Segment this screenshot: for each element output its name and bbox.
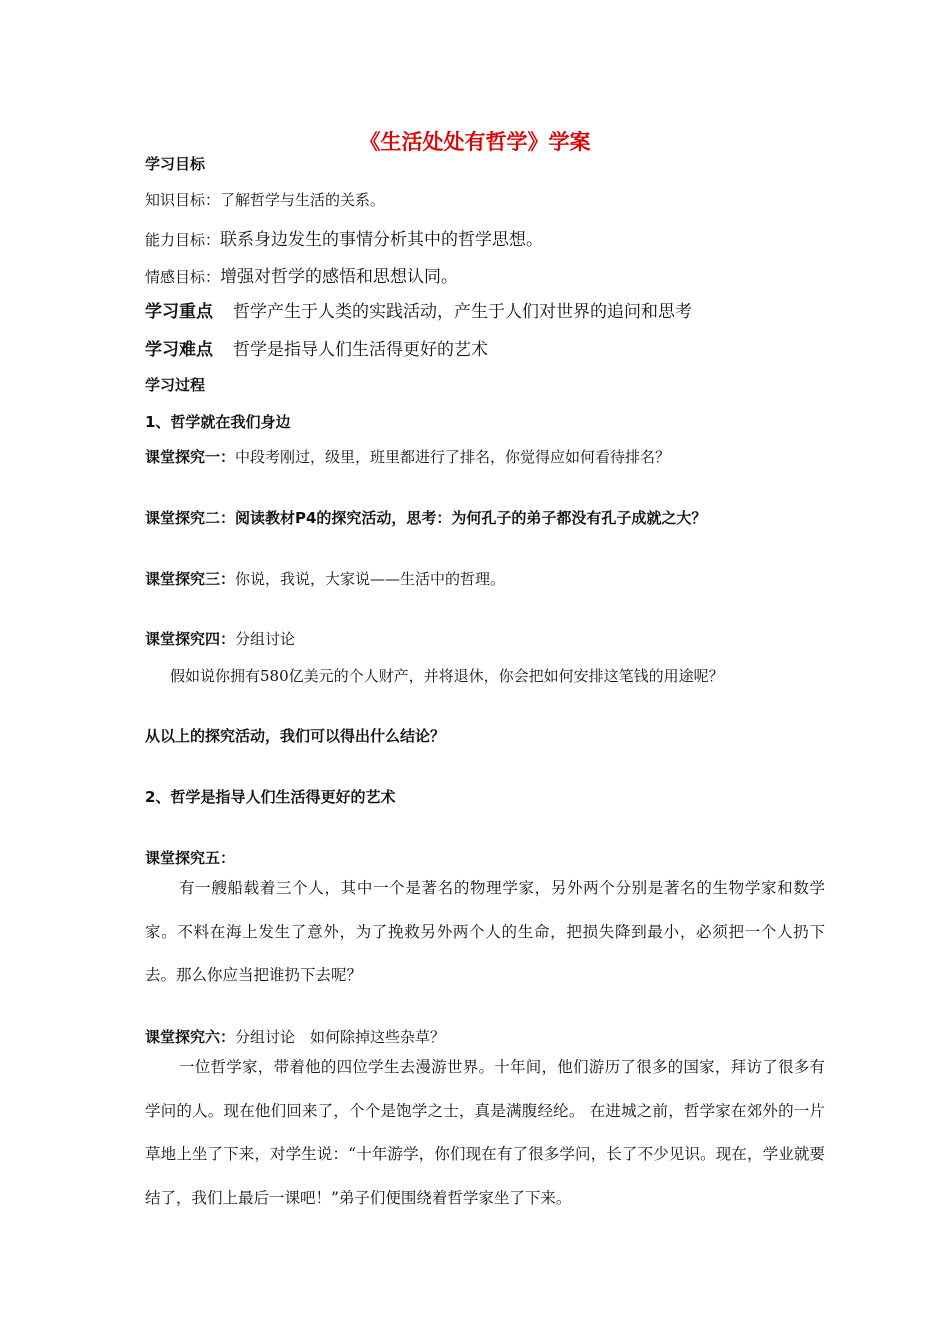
explore-6-label: 课堂探究六： xyxy=(145,1028,236,1046)
explore-6-story: 一位哲学家，带着他的四位学生去漫游世界。十年间，他们游历了很多的国家，拜访了很多有学问的人。现在他们回来了，个个是饱学之士，真是满腹经纶。 在进城之前，哲学家在郊外的一片草地上坐了下来，对学生说：“十年游学，你们现在有了很多学问，长了不少见识。现在，学业就要结了，我们上最后一课吧！”弟子们便围绕着哲学家坐了下来。 xyxy=(145,1058,825,1207)
explore-2: 课堂探究二：阅读教材P4的探究活动，思考：为何孔子的弟子都没有孔子成就之大？ xyxy=(145,509,707,527)
explore-4 xyxy=(145,628,825,649)
key-point-label: 学习重点 xyxy=(145,302,213,322)
explore-6-text: 分组讨论 如何除掉这些杂草？ xyxy=(235,1028,446,1046)
explore-4-label: 课堂探究四： xyxy=(145,630,236,648)
difficulty-label: 学习难点 xyxy=(145,340,213,360)
knowledge-objective-label: 知识目标： xyxy=(145,191,221,209)
objectives-heading: 学习目标 xyxy=(145,155,206,173)
section-1-heading: 1、哲学就在我们身边 xyxy=(145,413,291,431)
conclusion-question: 从以上的探究活动，我们可以得出什么结论？ xyxy=(145,727,446,745)
process-heading: 学习过程 xyxy=(145,376,206,394)
explore-1-label: 课堂探究一： xyxy=(145,448,236,466)
document-title: 《生活处处有哲学》学案 xyxy=(359,130,591,154)
knowledge-objective xyxy=(145,189,825,210)
difficulty-text: 哲学是指导人们生活得更好的艺术 xyxy=(233,340,488,360)
explore-4-text: 分组讨论 xyxy=(235,630,296,648)
ability-objective-label: 能力目标： xyxy=(145,231,221,249)
explore-3 xyxy=(145,568,825,589)
explore-4-question: 假如说你拥有580亿美元的个人财产，并将退休，你会把如何安排这笔钱的用途呢？ xyxy=(170,667,724,685)
emotion-objective xyxy=(145,262,825,287)
ability-objective xyxy=(145,225,825,250)
explore-5-text: 有一艘船载着三个人，其中一个是著名的物理学家，另外两个分别是著名的生物学家和数学家。不料在海上发生了意外，为了挽救另外两个人的生命，把损失降到最小，必须把一个人扔下去。那么你应当把谁扔下去呢？ xyxy=(145,879,825,984)
explore-3-label: 课堂探究三： xyxy=(145,570,236,588)
difficulty-point xyxy=(145,335,825,360)
explore-6 xyxy=(145,1026,825,1047)
explore-5-label: 课堂探究五： xyxy=(145,849,236,867)
key-point-text: 哲学产生于人类的实践活动，产生于人们对世界的追问和思考 xyxy=(233,302,692,322)
knowledge-objective-text: 了解哲学与生活的关系。 xyxy=(220,191,386,209)
section-2-heading: 2、哲学是指导人们生活得更好的艺术 xyxy=(145,788,396,806)
ability-objective-text: 联系身边发生的事情分析其中的哲学思想。 xyxy=(220,230,544,250)
explore-1 xyxy=(145,446,825,467)
explore-1-text: 中段考刚过，级里，班里都进行了排名，你觉得应如何看待排名？ xyxy=(235,448,671,466)
key-point xyxy=(145,297,825,322)
emotion-objective-text: 增强对哲学的感悟和思想认同。 xyxy=(220,267,459,287)
explore-3-text: 你说，我说，大家说——生活中的哲理。 xyxy=(235,570,506,588)
emotion-objective-label: 情感目标： xyxy=(145,268,221,286)
